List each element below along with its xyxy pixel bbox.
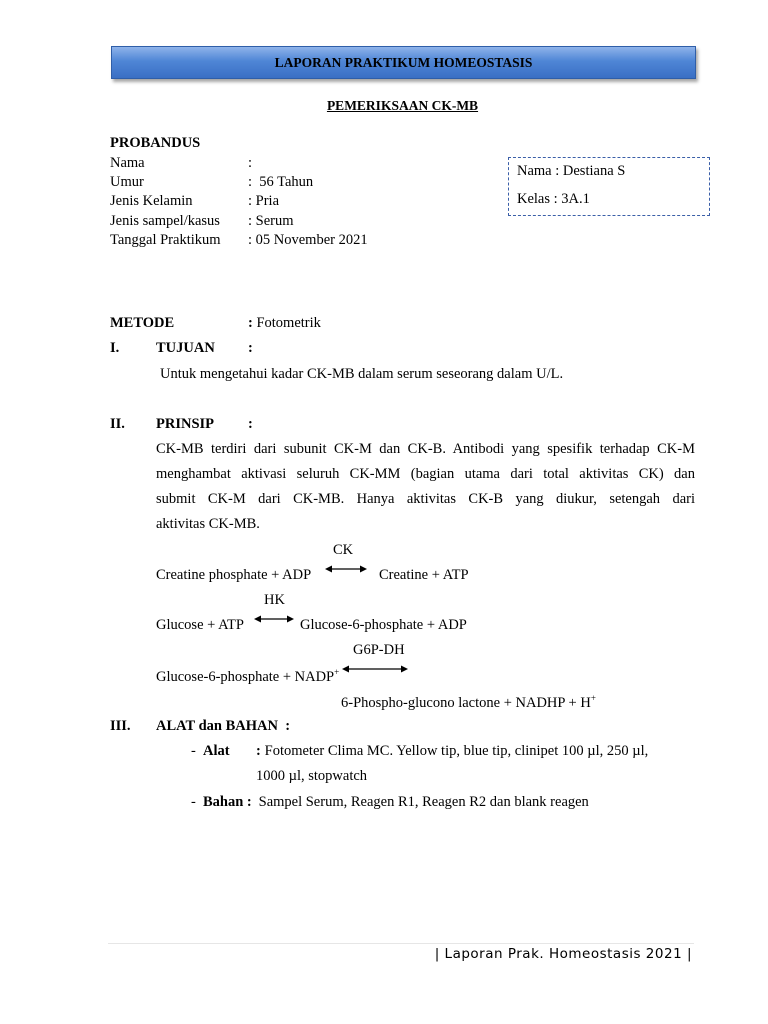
probandus-value-nama: :: [248, 155, 253, 171]
reaction3-products-charge: +: [590, 693, 596, 703]
page-footer: | Laporan Prak. Homeostasis 2021 |: [434, 946, 692, 962]
metode-line: [248, 315, 321, 332]
metode-label: METODE: [110, 315, 175, 331]
probandus-label-tanggal: Tanggal Praktikum: [110, 232, 221, 248]
reaction1-enzyme: CK: [333, 542, 354, 558]
reaction3-products-text: 6-Phospho-glucono lactone + NADHP + H: [341, 694, 591, 711]
prinsip-line-1: CK-MB terdiri dari subunit CK-M dan CK-B. Antibodi yang spesifik terhadap CK-M: [156, 441, 695, 457]
student-name: Nama : Destiana S: [517, 163, 626, 179]
double-arrow-icon: [342, 664, 408, 674]
prinsip-line-4: aktivitas CK-MB.: [156, 516, 260, 532]
document-title: LAPORAN PRAKTIKUM HOMEOSTASIS: [274, 54, 533, 70]
metode-colon: :: [248, 315, 253, 331]
document-title-banner: [111, 46, 696, 79]
tujuan-colon: :: [248, 340, 253, 356]
probandus-value-sampel: : Serum: [248, 213, 294, 229]
probandus-label-jenis-kelamin: Jenis Kelamin: [110, 193, 193, 209]
probandus-heading: PROBANDUS: [110, 135, 201, 151]
reaction3-products: [341, 693, 596, 712]
probandus-value-umur: : 56 Tahun: [248, 174, 314, 190]
alat-text-line-1: Fotometer Clima MC. Yellow tip, blue tip, clinipet 100 µl, 250 µl,: [261, 743, 649, 759]
student-info-box: [508, 157, 710, 216]
alat-text-line-2: 1000 µl, stopwatch: [256, 768, 368, 784]
tujuan-number: I.: [110, 340, 120, 356]
prinsip-heading: PRINSIP: [156, 416, 215, 432]
probandus-value-tanggal: : 05 November 2021: [248, 232, 368, 248]
footer-divider: [108, 943, 694, 944]
reaction3-reactants: [156, 667, 339, 686]
bahan-text: Sampel Serum, Reagen R1, Reagen R2 dan blank reagen: [255, 794, 589, 810]
reaction3-reactants-text: Glucose-6-phosphate + NADP: [156, 668, 335, 685]
alat-bahan-heading: ALAT dan BAHAN :: [156, 718, 291, 734]
metode-value: Fotometrik: [252, 315, 321, 331]
prinsip-line-2: menghambat aktivasi seluruh CK-MM (bagian utama dari total aktivitas CK) dan: [156, 466, 695, 482]
document-subtitle: PEMERIKSAAN CK-MB: [326, 98, 479, 113]
tujuan-heading: TUJUAN: [156, 340, 215, 356]
prinsip-number: II.: [110, 416, 125, 432]
probandus-label-sampel: Jenis sampel/kasus: [110, 213, 220, 229]
alat-colon: :: [256, 743, 261, 759]
prinsip-line-3: submit CK-M dari CK-MB. Hanya aktivitas CK-B yang diukur, setengah dari: [156, 491, 695, 507]
reaction2-reactants: Glucose + ATP: [156, 617, 244, 633]
reaction3-enzyme: G6P-DH: [353, 642, 405, 658]
prinsip-colon: :: [248, 416, 253, 432]
alat-bahan-number: III.: [110, 718, 131, 734]
probandus-label-nama: Nama: [110, 155, 145, 171]
alat-bullet: -: [191, 743, 196, 759]
tujuan-text: Untuk mengetahui kadar CK-MB dalam serum seseorang dalam U/L.: [160, 366, 564, 382]
bahan-label: Bahan :: [203, 794, 252, 810]
student-class: Kelas : 3A.1: [517, 191, 590, 207]
probandus-label-umur: Umur: [110, 174, 144, 190]
alat-label: Alat: [203, 743, 230, 759]
reaction1-reactants: Creatine phosphate + ADP: [156, 567, 312, 583]
reaction2-products: Glucose-6-phosphate + ADP: [300, 617, 467, 633]
reaction3-reactants-charge: +: [334, 667, 340, 677]
double-arrow-icon: [325, 564, 367, 574]
probandus-value-jenis-kelamin: : Pria: [248, 193, 280, 209]
double-arrow-icon: [254, 614, 294, 624]
bahan-bullet: -: [191, 794, 196, 810]
reaction2-enzyme: HK: [264, 592, 285, 608]
reaction1-products: Creatine + ATP: [379, 567, 469, 583]
